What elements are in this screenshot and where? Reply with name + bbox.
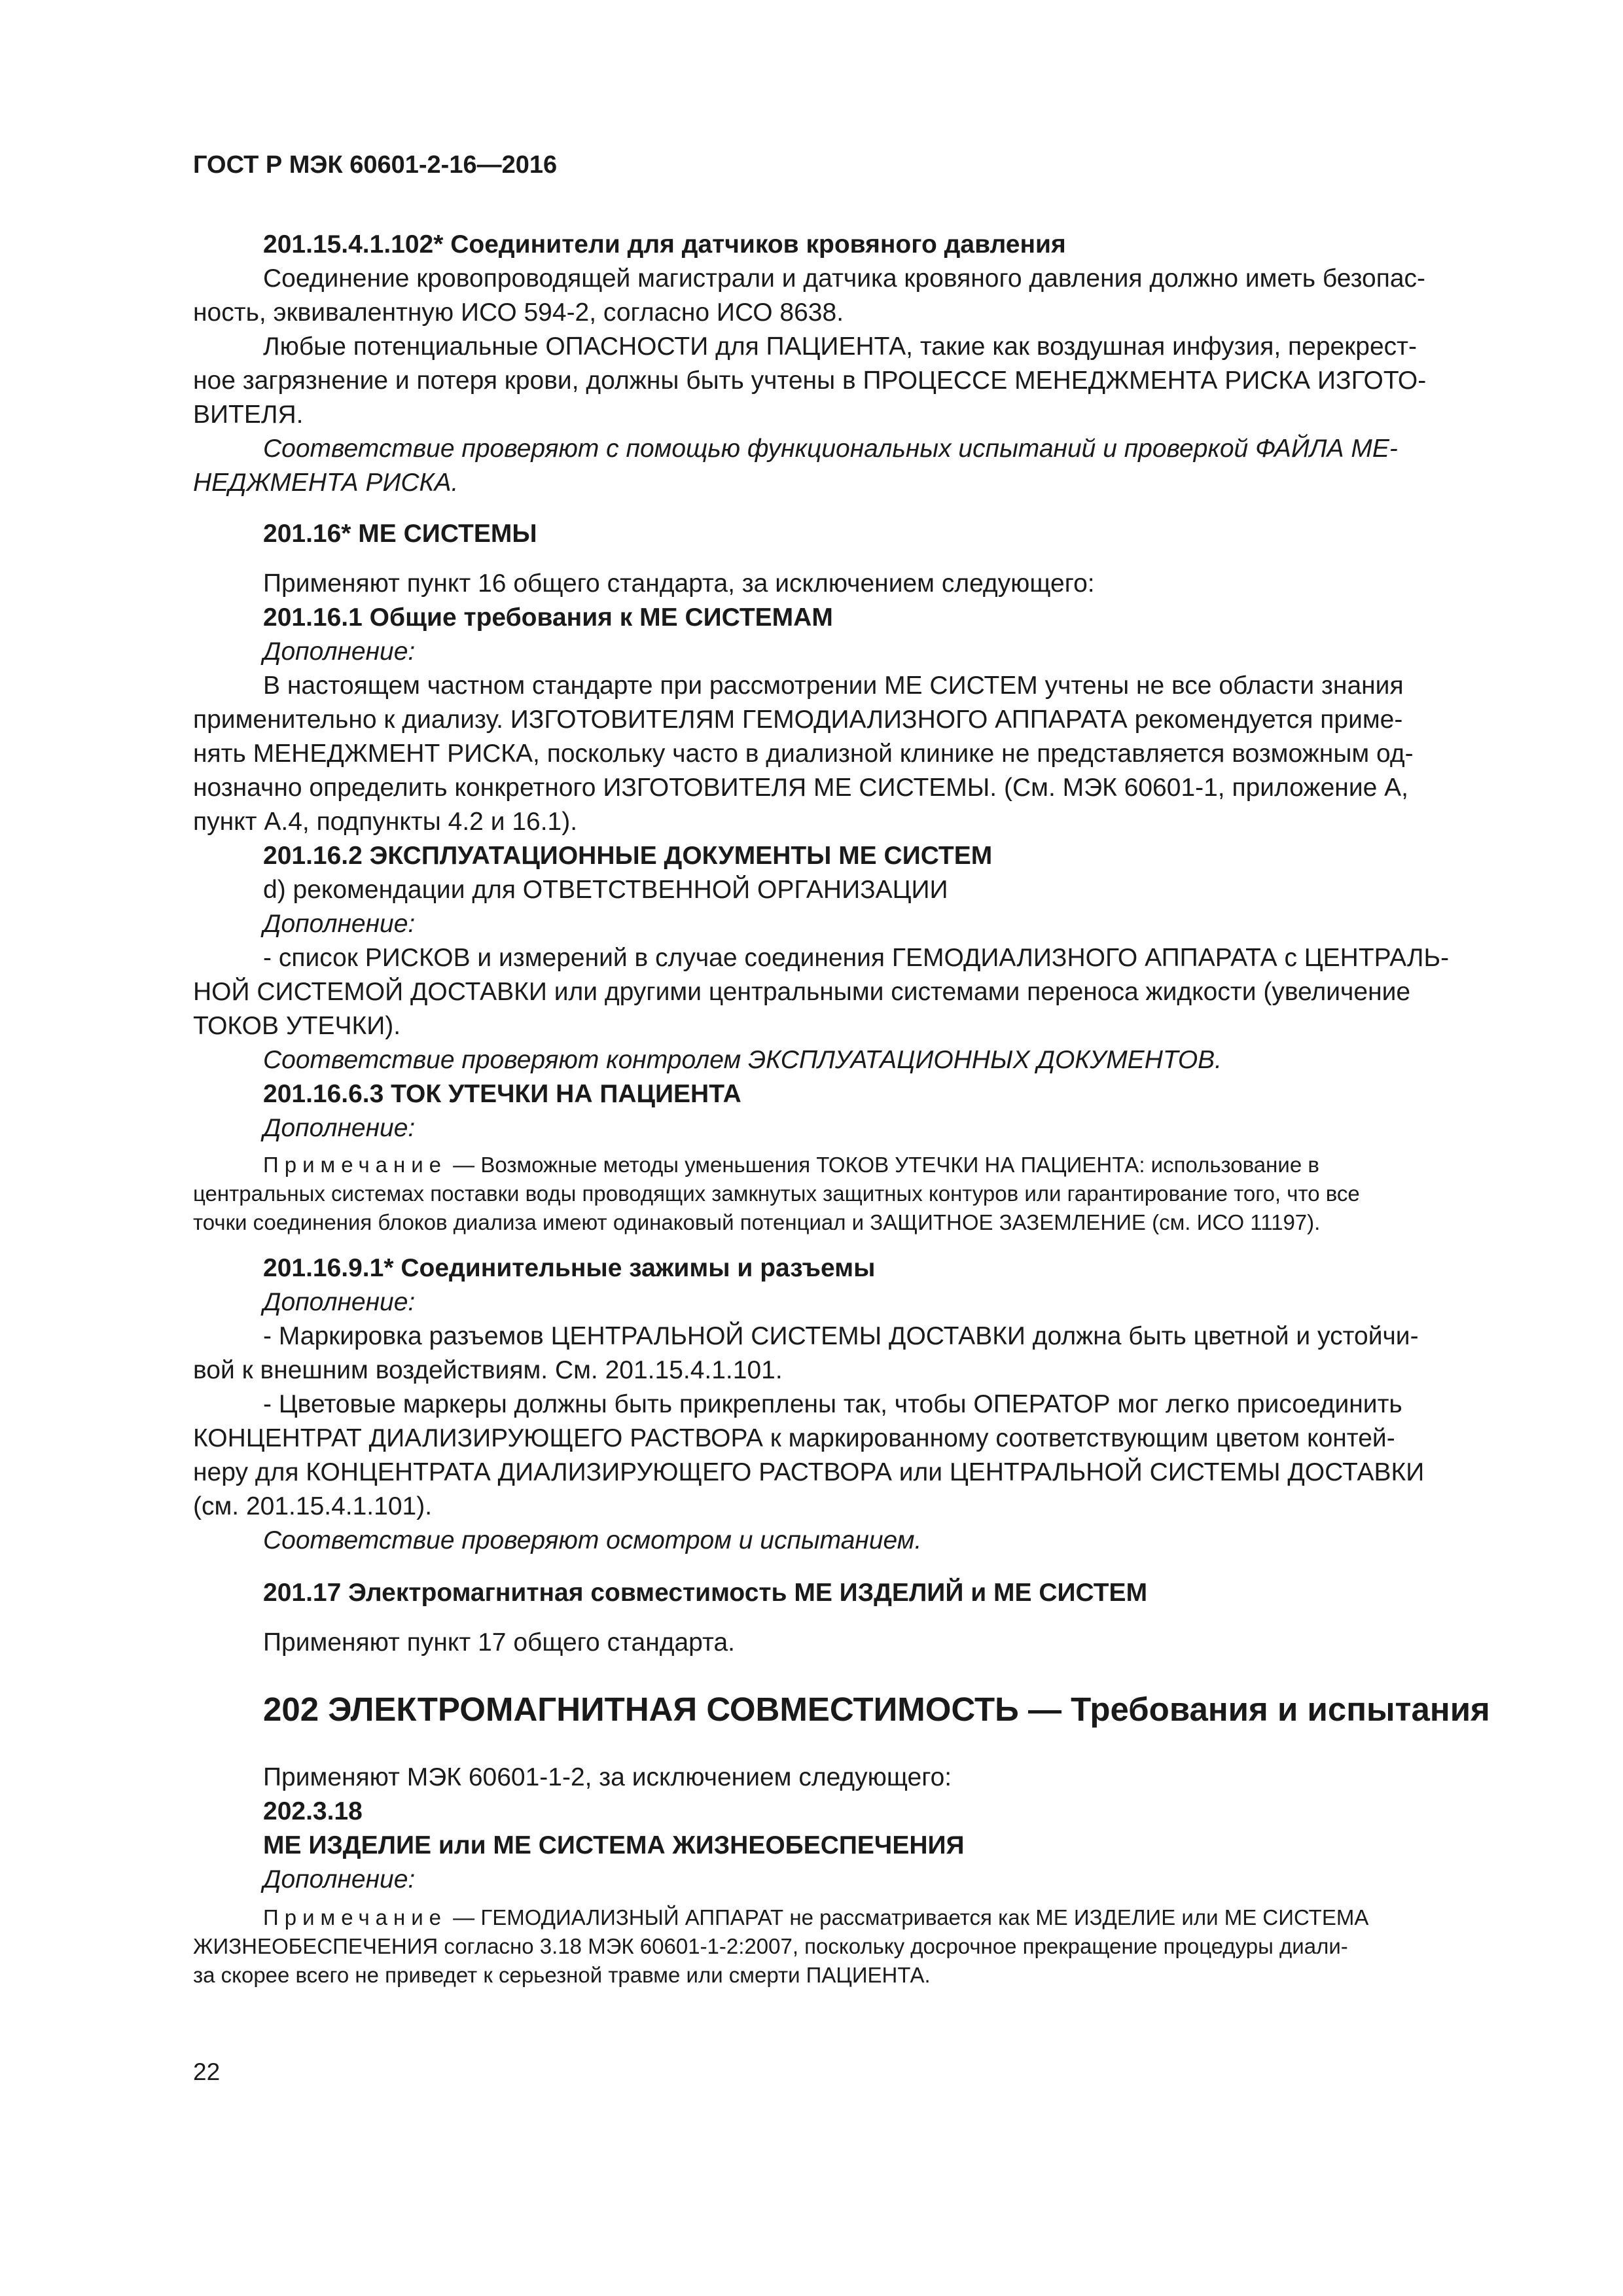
paragraph-line: ное загрязнение и потеря крови, должны быть учтены в ПРОЦЕССЕ МЕНЕДЖМЕНТА РИСКА ИЗГОТО- — [193, 367, 1427, 395]
section-heading-201-15-4-1-102: 201.15.4.1.102* Соединители для датчиков кровяного давления — [263, 230, 1066, 259]
standard-header: ГОСТ Р МЭК 60601-2-16—2016 — [193, 151, 558, 179]
page-number: 22 — [193, 2058, 221, 2085]
paragraph-line: вой к внешним воздействиям. См. 201.15.4.1.101. — [193, 1356, 783, 1384]
paragraph-line: КОНЦЕНТРАТ ДИАЛИЗИРУЮЩЕГО РАСТВОРА к маркированному соответствующим цветом контей- — [193, 1424, 1395, 1452]
subsection-heading-201-16-9-1: 201.16.9.1* Соединительные зажимы и разъемы — [263, 1254, 876, 1282]
list-item: d) рекомендации для ОТВЕТСТВЕННОЙ ОРГАНИЗАЦИИ — [263, 876, 948, 904]
paragraph-line: нять МЕНЕДЖМЕНТ РИСКА, поскольку часто в диализной клинике не представляется возможным од- — [193, 740, 1414, 768]
paragraph-line: Соединение кровопроводящей магистрали и датчика кровяного давления должно иметь безопас- — [263, 264, 1426, 293]
note-line: Примечание — ГЕМОДИАЛИЗНЫЙ АППАРАТ не рассматривается как МЕ ИЗДЕЛИЕ или МЕ СИСТЕМА — [263, 1905, 1369, 1929]
paragraph-line: ТОКОВ УТЕЧКИ). — [193, 1012, 401, 1040]
subsection-number-202-3-18: 202.3.18 — [263, 1797, 363, 1825]
compliance-text: Соответствие проверяют контролем ЭКСПЛУАТАЦИОННЫХ ДОКУМЕНТОВ. — [263, 1046, 1222, 1074]
note-label: Примечание — [263, 1153, 448, 1177]
subsection-heading-201-16-1: 201.16.1 Общие требования к МЕ СИСТЕМАМ — [263, 603, 833, 632]
paragraph-line: Применяют МЭК 60601-1-2, за исключением следующего: — [263, 1763, 952, 1791]
paragraph-line: Применяют пункт 16 общего стандарта, за исключением следующего: — [263, 569, 1095, 598]
paragraph-line: - Маркировка разъемов ЦЕНТРАЛЬНОЙ СИСТЕМЫ ДОСТАВКИ должна быть цветной и устойчи- — [263, 1322, 1419, 1350]
note-label: Примечание — [263, 1905, 448, 1929]
note-line: за скорее всего не приведет к серьезной травме или смерти ПАЦИЕНТА. — [193, 1963, 931, 1987]
paragraph-line: - список РИСКОВ и измерений в случае соединения ГЕМОДИАЛИЗНОГО АППАРАТА с ЦЕНТРАЛЬ- — [263, 944, 1450, 972]
addition-label: Дополнение: — [263, 1114, 416, 1142]
note-line: точки соединения блоков диализа имеют одинаковый потенциал и ЗАЩИТНОЕ ЗАЗЕМЛЕНИЕ (см. ИСО 11197). — [193, 1210, 1321, 1234]
note-line: Примечание — Возможные методы уменьшения ТОКОВ УТЕЧКИ НА ПАЦИЕНТА: использование в — [263, 1153, 1319, 1177]
paragraph-line: ВИТЕЛЯ. — [193, 401, 304, 429]
paragraph-line: неру для КОНЦЕНТРАТА ДИАЛИЗИРУЮЩЕГО РАСТВОРА или ЦЕНТРАЛЬНОЙ СИСТЕМЫ ДОСТАВКИ — [193, 1458, 1425, 1486]
note-line: центральных системах поставки воды проводящих замкнутых защитных контуров или гарантирование того, что все — [193, 1181, 1360, 1206]
paragraph-line: ность, эквивалентную ИСО 594-2, согласно ИСО 8638. — [193, 298, 844, 327]
subsection-heading-201-16-2: 201.16.2 ЭКСПЛУАТАЦИОННЫЕ ДОКУМЕНТЫ МЕ СИСТЕМ — [263, 842, 993, 870]
addition-label: Дополнение: — [263, 637, 416, 666]
subsection-heading-201-16-6-3: 201.16.6.3 ТОК УТЕЧКИ НА ПАЦИЕНТА — [263, 1080, 741, 1108]
compliance-text: Соответствие проверяют осмотром и испытанием. — [263, 1526, 922, 1554]
compliance-text: Соответствие проверяют с помощью функциональных испытаний и проверкой ФАЙЛА МЕ- — [263, 435, 1398, 463]
note-line: ЖИЗНЕОБЕСПЕЧЕНИЯ согласно 3.18 МЭК 60601-1-2:2007, поскольку досрочное прекращение процедуры диали- — [193, 1934, 1348, 1958]
paragraph-line: Применяют пункт 17 общего стандарта. — [263, 1628, 735, 1657]
addition-label: Дополнение: — [263, 1865, 416, 1893]
addition-label: Дополнение: — [263, 1288, 416, 1316]
paragraph-line: НОЙ СИСТЕМОЙ ДОСТАВКИ или другими центральными системами переноса жидкости (увеличение — [193, 978, 1411, 1006]
paragraph-line: - Цветовые маркеры должны быть прикреплены так, чтобы ОПЕРАТОР мог легко присоединить — [263, 1390, 1402, 1418]
paragraph-line: В настоящем частном стандарте при рассмотрении МЕ СИСТЕМ учтены не все области знания — [263, 672, 1404, 700]
compliance-text: НЕДЖМЕНТА РИСКА. — [193, 469, 459, 497]
paragraph-line: применительно к диализу. ИЗГОТОВИТЕЛЯМ ГЕМОДИАЛИЗНОГО АППАРАТА рекомендуется приме- — [193, 706, 1403, 734]
paragraph-line: (см. 201.15.4.1.101). — [193, 1492, 433, 1520]
paragraph-line: пункт А.4, подпункты 4.2 и 16.1). — [193, 808, 578, 836]
section-heading-201-17: 201.17 Электромагнитная совместимость МЕ ИЗДЕЛИЙ и МЕ СИСТЕМ — [263, 1579, 1148, 1607]
section-heading-202: 202 ЭЛЕКТРОМАГНИТНАЯ СОВМЕСТИМОСТЬ — Требования и испытания — [263, 1691, 1490, 1728]
subsection-title-202-3-18: МЕ ИЗДЕЛИЕ или МЕ СИСТЕМА ЖИЗНЕОБЕСПЕЧЕНИЯ — [263, 1831, 965, 1859]
addition-label: Дополнение: — [263, 910, 416, 938]
section-heading-201-16: 201.16* МЕ СИСТЕМЫ — [263, 520, 537, 548]
paragraph-line: Любые потенциальные ОПАСНОСТИ для ПАЦИЕНТА, такие как воздушная инфузия, перекрест- — [263, 332, 1418, 361]
paragraph-line: нозначно определить конкретного ИЗГОТОВИТЕЛЯ МЕ СИСТЕМЫ. (См. МЭК 60601-1, приложение А, — [193, 774, 1408, 802]
